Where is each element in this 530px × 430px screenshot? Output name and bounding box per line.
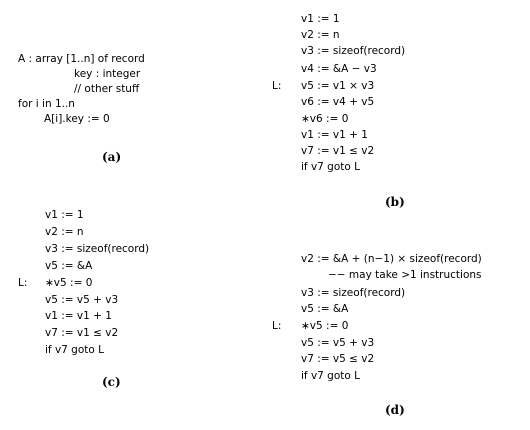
caption-b: (b) bbox=[385, 195, 405, 209]
panel-a bbox=[18, 53, 218, 173]
code-line: v7 := v1 ≤ v2 bbox=[45, 327, 119, 339]
code-line: ∗v6 := 0 bbox=[301, 113, 349, 125]
code-line: v5 := v5 + v3 bbox=[301, 337, 375, 349]
caption-c: (c) bbox=[102, 375, 121, 389]
code-line: v6 := v4 + v5 bbox=[301, 96, 375, 108]
code-line: v7 := v1 ≤ v2 bbox=[301, 145, 375, 157]
code-line: v5 := v5 + v3 bbox=[45, 294, 119, 306]
code-line: v2 := &A + (n−1) × sizeof(record) bbox=[301, 253, 482, 265]
code-line: v7 := v5 ≤ v2 bbox=[301, 353, 375, 365]
code-line: key : integer bbox=[74, 68, 141, 80]
caption-a: (a) bbox=[102, 150, 122, 164]
code-line: v5 := &A bbox=[301, 303, 349, 315]
loop-label: L: bbox=[272, 320, 282, 332]
code-line: v3 := sizeof(record) bbox=[301, 287, 406, 299]
code-line: v3 := sizeof(record) bbox=[45, 243, 150, 255]
loop-label: L: bbox=[272, 80, 282, 92]
code-line: // other stuff bbox=[74, 83, 140, 95]
code-line: v5 := &A bbox=[45, 260, 93, 272]
code-line: −− may take >1 instructions bbox=[328, 269, 482, 281]
code-line: if v7 goto L bbox=[301, 161, 361, 173]
code-line: v1 := 1 bbox=[45, 209, 84, 221]
code-line: if v7 goto L bbox=[301, 370, 361, 382]
loop-label: L: bbox=[18, 277, 28, 289]
code-line: A[i].key := 0 bbox=[44, 113, 110, 125]
panel-b bbox=[272, 13, 522, 213]
code-line: for i in 1..n bbox=[18, 98, 75, 110]
code-line: if v7 goto L bbox=[45, 344, 105, 356]
panel-d bbox=[272, 253, 527, 423]
code-line: A : array [1..n] of record bbox=[18, 53, 145, 65]
panel-c bbox=[18, 209, 248, 394]
code-line: v1 := v1 + 1 bbox=[301, 129, 368, 141]
code-line: ∗v5 := 0 bbox=[301, 320, 349, 332]
code-line: v1 := v1 + 1 bbox=[45, 310, 112, 322]
code-line: v3 := sizeof(record) bbox=[301, 45, 406, 57]
code-line: v4 := &A − v3 bbox=[301, 63, 377, 75]
code-line: v5 := v1 × v3 bbox=[301, 80, 375, 92]
caption-d: (d) bbox=[385, 403, 405, 417]
code-line: v2 := n bbox=[301, 29, 340, 41]
code-line: ∗v5 := 0 bbox=[45, 277, 93, 289]
code-line: v2 := n bbox=[45, 226, 84, 238]
code-line: v1 := 1 bbox=[301, 13, 340, 25]
